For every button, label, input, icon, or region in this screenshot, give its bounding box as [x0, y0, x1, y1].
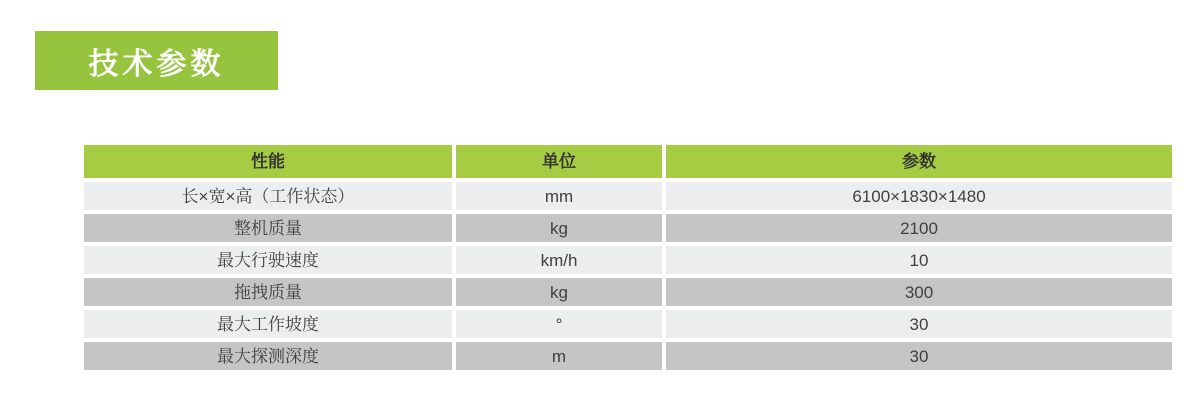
table-row-1-unit: kg: [456, 214, 662, 242]
table-row-2-value: 10: [666, 246, 1172, 274]
table-row-0-value: 6100×1830×1480: [666, 182, 1172, 210]
spec-table: [84, 145, 1172, 370]
table-row-0-unit: mm: [456, 182, 662, 210]
table-row-4-unit: °: [456, 310, 662, 338]
header-cell-unit: 单位: [456, 145, 662, 178]
table-row-5-unit: m: [456, 342, 662, 370]
table-row-0-name: 长×宽×高（工作状态）: [84, 182, 452, 210]
table-row-1-value: 2100: [666, 214, 1172, 242]
table-row-5-name: 最大探测深度: [84, 342, 452, 370]
table-row-3-value: 300: [666, 278, 1172, 306]
table-row-2-name: 最大行驶速度: [84, 246, 452, 274]
page-title: 技术参数: [35, 31, 278, 90]
table-row-3-unit: kg: [456, 278, 662, 306]
table-row-2-unit: km/h: [456, 246, 662, 274]
table-row-4-value: 30: [666, 310, 1172, 338]
table-row-4-name: 最大工作坡度: [84, 310, 452, 338]
table-row-1-name: 整机质量: [84, 214, 452, 242]
header-cell-performance: 性能: [84, 145, 452, 178]
table-row-5-value: 30: [666, 342, 1172, 370]
header-cell-parameter: 参数: [666, 145, 1172, 178]
table-row-3-name: 拖拽质量: [84, 278, 452, 306]
